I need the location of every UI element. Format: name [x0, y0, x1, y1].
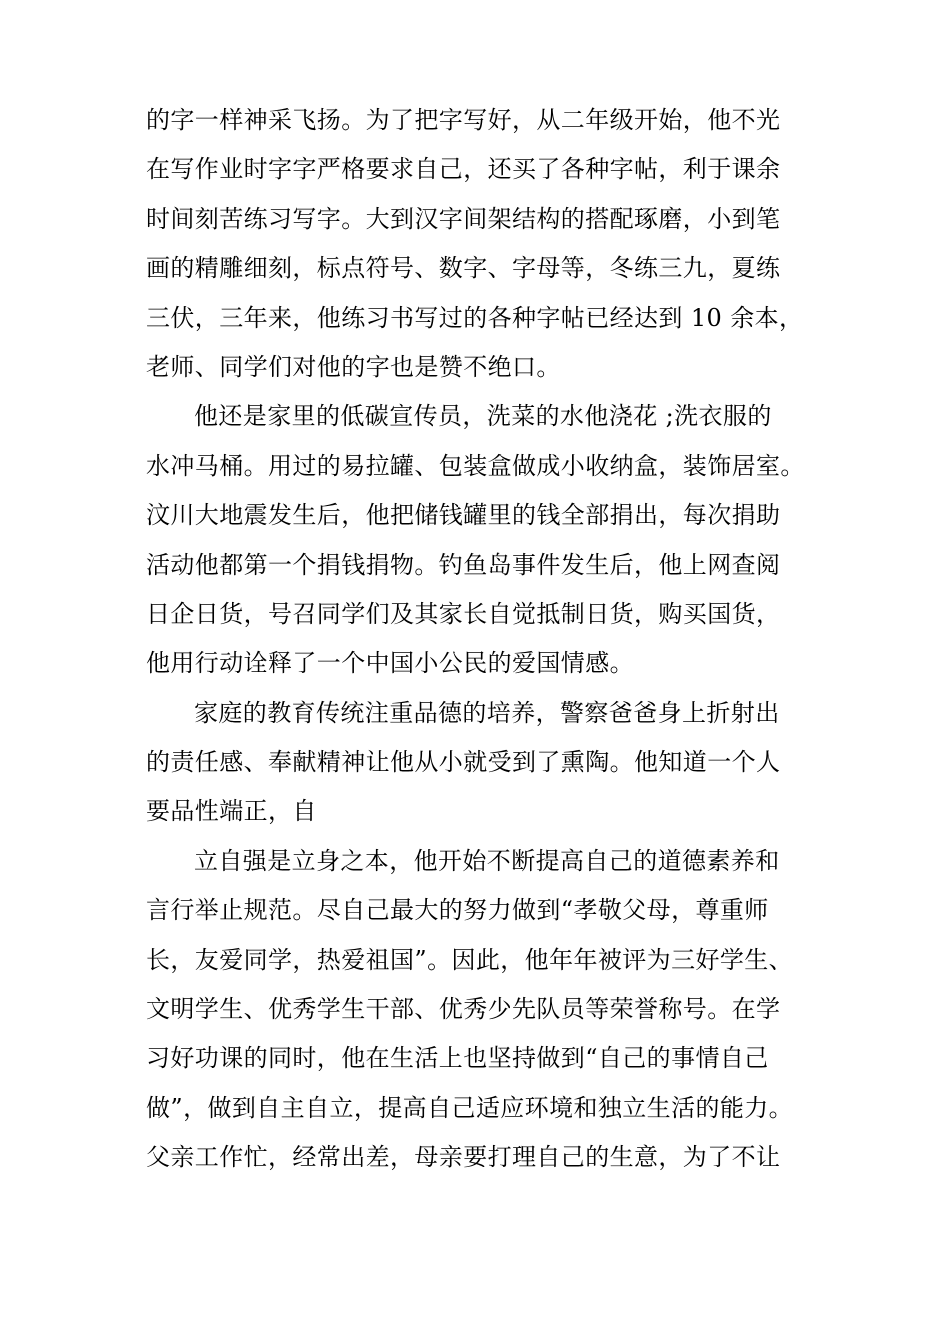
text-line: 文明学生、优秀学生干部、优秀少先队员等荣誉称号。在学	[146, 995, 781, 1024]
text-line: 活动他都第一个捐钱捐物。钓鱼岛事件发生后，他上网查阅	[146, 550, 781, 579]
text-line: 在写作业时字字严格要求自己，还买了各种字帖，利于课余	[146, 155, 781, 184]
text-line: 做”，做到自主自立，提高自己适应环境和独立生活的能力。	[146, 1093, 794, 1122]
text-line: 老师、同学们对他的字也是赞不绝口。	[146, 352, 561, 381]
text-line: 水冲马桶。用过的易拉罐、包装盒做成小收纳盒，装饰居室。	[146, 451, 805, 480]
text-line: 父亲工作忙，经常出差，母亲要打理自己的生意，为了不让	[146, 1143, 781, 1172]
text-line: 的字一样神采飞扬。为了把字写好，从二年级开始，他不光	[146, 106, 781, 134]
document-body	[146, 96, 806, 1183]
text-line: 长，友爱同学，热爱祖国”。因此，他年年被评为三好学生、	[146, 945, 794, 974]
text-line: 习好功课的同时，他在生活上也坚持做到“自己的事情自己	[146, 1044, 769, 1073]
paragraph-start-line: 家庭的教育传统注重品德的培养，警察爸爸身上折射出	[194, 698, 780, 727]
text-line: 画的精雕细刻，标点符号、数字、字母等，冬练三九，夏练	[146, 254, 781, 283]
text-line: 的责任感、奉献精神让他从小就受到了熏陶。他知道一个人	[146, 748, 781, 777]
text-line: 他用行动诠释了一个中国小公民的爱国情感。	[146, 649, 634, 678]
text-line: 时间刻苦练习写字。大到汉字间架结构的搭配琢磨，小到笔	[146, 204, 781, 233]
paragraph-start-line: 他还是家里的低碳宣传员，洗菜的水他浇花 ;洗衣服的	[194, 402, 772, 431]
text-line: 要品性端正，自	[146, 797, 317, 826]
text-line: 三伏，三年来，他练习书写过的各种字帖已经达到 10 余本，	[146, 303, 804, 332]
text-line: 汶川大地震发生后，他把储钱罐里的钱全部捐出，每次捐助	[146, 501, 781, 530]
text-line: 言行举止规范。尽自己最大的努力做到“孝敬父母，尊重师	[146, 896, 769, 925]
paragraph-start-line: 立自强是立身之本，他开始不断提高自己的道德素养和	[194, 846, 780, 875]
text-line: 日企日货，号召同学们及其家长自觉抵制日货，购买国货，	[146, 599, 781, 628]
